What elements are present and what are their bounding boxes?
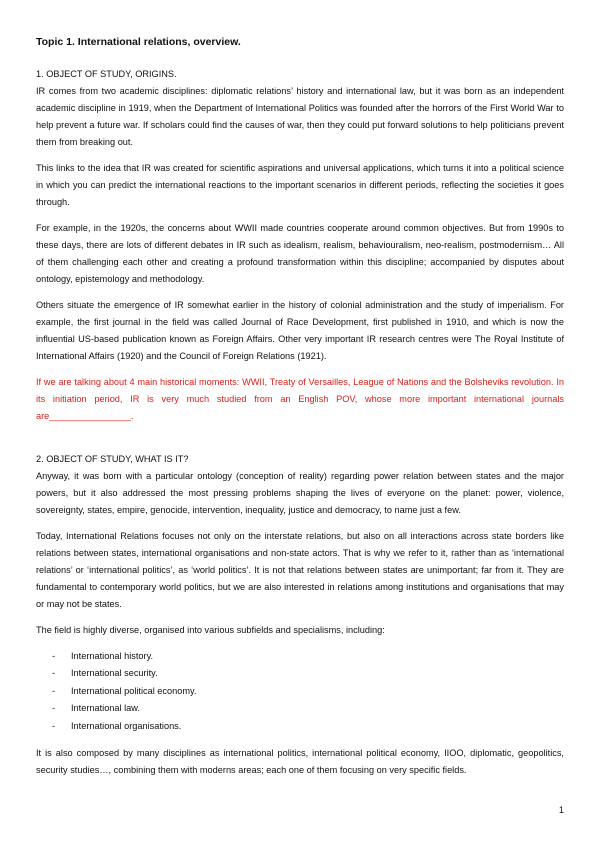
paragraph: IR comes from two academic disciplines: diplomatic relations’ history and international law, but it was born as an independent academic discipline in 1919, when the Department of International Politics was founded after the horrors of the First World War to help prevent a future war. If scholars could find the causes of war, then they could put forward solutions to help politicians prevent them from breaking out. (36, 86, 564, 147)
paragraph: The field is highly diverse, organised into various subfields and specialisms, including: (36, 625, 385, 635)
paragraph: Anyway, it was born with a particular ontology (conception of reality) regarding power relation between states and the major powers, but it also addressed the most pressing problems shaping the lives of everyone on the planet: power, violence, sovereignty, states, empire, genocide, intervention, inequality, justice and democracy, to name just a few. (36, 471, 564, 515)
section-1-heading: 1. OBJECT OF STUDY, ORIGINS. (36, 69, 177, 79)
paragraph: It is also composed by many disciplines as international politics, international political economy, IIOO, diplomatic, geopolitics, security studies…, combining them with moderns areas; each one of them focusing on very specific fields. (36, 748, 564, 776)
document-title: Topic 1. International relations, overview. (36, 36, 241, 48)
list-item: - International law. (36, 700, 564, 717)
subfields-list (36, 648, 564, 735)
highlighted-note: If we are talking about 4 main historical moments: WWII, Treaty of Versailles, League of Nations and the Bolsheviks revolution. In its initiation period, IR is very much studied from an English POV, whose more important international journals are________________. (36, 377, 564, 421)
list-item: - International political economy. (36, 683, 564, 700)
paragraph: Today, International Relations focuses not only on the interstate relations, but also on all interactions across state borders like relations between states, international organisations and non-state actors. That is why we refer to it, rather than as ‘international relations’ or ‘international politics’, as ‘world politics’. It is not that relations between states are unimportant; far from it. They are fundamental to contemporary world politics, but we are also interested in relations among institutions and organisations that may or may not be states. (36, 531, 564, 609)
page-number: 1 (558, 805, 564, 815)
document-page (36, 36, 564, 788)
paragraph: For example, in the 1920s, the concerns about WWII made countries cooperate around common objectives. But from 1990s to these days, there are lots of different debates in IR such as idealism, realism, behaviouralism, neo-realism, postmodernism… All of them challenging each other and creating a profound transformation within this discipline; accompanied by disputes about ontology, epistemology and methodology. (36, 223, 564, 284)
section-2-heading: 2. OBJECT OF STUDY, WHAT IS IT? (36, 454, 189, 464)
list-item: - International organisations. (36, 718, 564, 735)
list-item: - International history. (36, 648, 564, 665)
paragraph: This links to the idea that IR was created for scientific aspirations and universal applications, which turns it into a political science in which you can predict the international reactions to the important scenarios in different periods, reflecting the societies it goes through. (36, 163, 564, 207)
paragraph: Others situate the emergence of IR somewhat earlier in the history of colonial administration and the study of imperialism. For example, the first journal in the field was called Journal of Race Development, first published in 1910, and which is now the influential US-based publication known as Foreign Affairs. Other very important IR research centres were The Royal Institute of International Affairs (1920) and the Council of Foreign Relations (1921). (36, 300, 564, 361)
list-item: - International security. (36, 665, 564, 682)
spacer (36, 434, 564, 451)
